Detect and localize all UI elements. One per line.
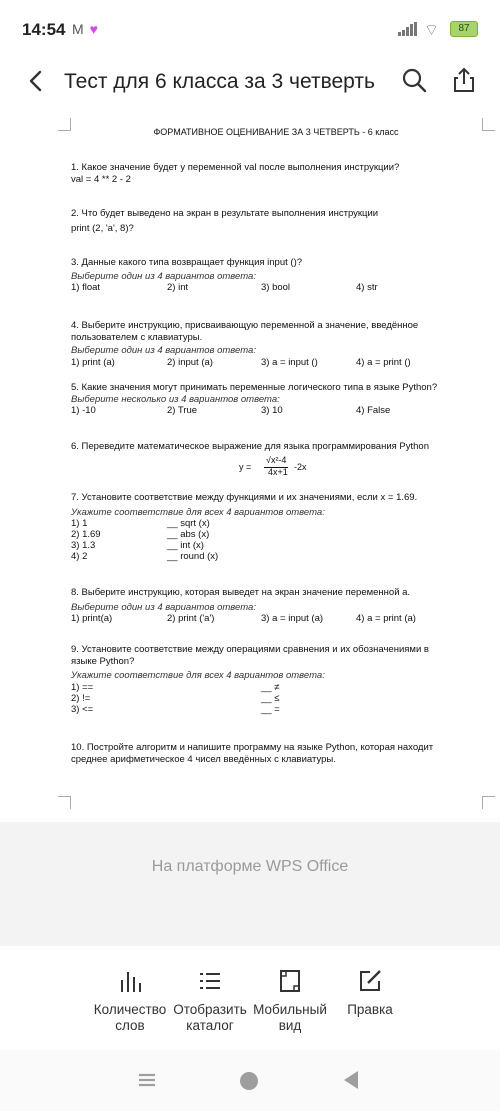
formula-y: y = [239, 462, 252, 472]
match-row [71, 551, 481, 562]
question-6 [71, 441, 481, 453]
answer-option: 1) print (a) [71, 356, 115, 368]
question-text: 7. Установите соответствие между функциями и их значениями, если x = 1.69. [71, 492, 418, 503]
question-4 [71, 320, 481, 368]
formula-tail: -2x [294, 462, 307, 472]
question-text: 5. Какие значения могут принимать переменные логического типа в языке Python? [71, 382, 438, 393]
mobile-view-icon [277, 968, 303, 994]
question-text: 4. Выберите инструкцию, присваивающую переменной a значение, введённое [71, 320, 419, 331]
question-instruction: Выберите один из 4 вариантов ответа: [71, 345, 256, 356]
answer-option: 3) bool [261, 282, 291, 293]
match-left: 1) == [71, 681, 94, 693]
match-row [71, 529, 481, 540]
heart-icon: ♥ [89, 21, 98, 37]
question-text: 2. Что будет выведено на экран в результате выполнения инструкции [71, 208, 379, 219]
match-left: 1) 1 [71, 518, 88, 529]
back-triangle-icon[interactable] [344, 1071, 358, 1089]
question-instruction: Выберите один из 4 вариантов ответа: [71, 270, 256, 282]
match-left: 2) 1.69 [71, 529, 101, 540]
signal-icon [398, 22, 418, 36]
question-code: print (2, 'a', 8)? [71, 222, 134, 234]
show-catalog-label: Отобразить каталог [173, 1002, 247, 1033]
question-3 [71, 257, 481, 294]
app-header [0, 56, 500, 108]
question-instruction: Выберите несколько из 4 вариантов ответа: [71, 393, 280, 405]
answer-option: 3) a = input () [261, 356, 318, 368]
question-text: языке Python? [71, 655, 135, 667]
match-right: __ ≤ [261, 692, 280, 704]
edit-label: Правка [347, 1002, 393, 1017]
question-9 [71, 644, 481, 715]
match-right: __ int (x) [167, 540, 204, 551]
edit-icon [357, 968, 383, 994]
search-icon[interactable] [400, 66, 428, 94]
chevron-left-icon[interactable] [24, 68, 50, 94]
answer-option: 2) int [167, 282, 189, 293]
answer-options [71, 282, 481, 294]
match-right: __ ≠ [261, 681, 280, 693]
match-left: 2) != [71, 692, 91, 704]
question-text: 1. Какое значение будет у переменной val после выполнения инструкции? [71, 162, 400, 173]
answer-option: 3) a = input (a) [261, 613, 324, 624]
match-left: 3) 1.3 [71, 540, 96, 551]
match-right: __ round (x) [167, 551, 219, 562]
question-text: среднее арифметическое 4 чисел введённых с клавиатуры. [71, 753, 336, 765]
match-row [71, 518, 481, 529]
page-corner-mark [58, 796, 71, 809]
system-nav-bar [0, 1050, 500, 1111]
match-left: 4) 2 [71, 551, 88, 562]
match-row [71, 693, 481, 704]
question-instruction: Укажите соответствие для всех 4 вариантов ответа: [71, 670, 325, 681]
answer-option: 2) print ('a') [167, 613, 215, 624]
question-text: 10. Постройте алгоритм и напишите программу на языке Python, которая находит [71, 742, 434, 753]
answer-option: 2) True [167, 405, 198, 416]
mobile-view-button[interactable] [246, 968, 334, 1034]
answer-option: 4) a = print () [356, 356, 411, 368]
mail-icon: M [72, 21, 84, 37]
platform-text: На платформе WPS Office [151, 858, 349, 875]
bottom-toolbar [0, 960, 500, 1050]
document-title: Тест для 6 класса за 3 четверть [64, 70, 375, 93]
answer-option: 4) False [356, 405, 391, 416]
question-8 [71, 587, 481, 625]
platform-banner [0, 822, 500, 946]
match-left: 3) <= [71, 703, 94, 715]
match-right: __ abs (x) [167, 529, 210, 540]
home-icon[interactable] [240, 1072, 258, 1090]
match-right: __ = [261, 703, 280, 715]
match-row [71, 682, 481, 693]
formula-numerator: √x²-4 [264, 455, 288, 468]
question-10 [71, 742, 481, 765]
answer-option: 1) -10 [71, 405, 96, 416]
question-text: 9. Установите соответствие между операциями сравнения и их обозначениями в [71, 644, 429, 655]
document-heading: ФОРМАТИВНОЕ ОЦЕНИВАНИЕ ЗА 3 ЧЕТВЕРТЬ - 6 класс [153, 127, 399, 137]
status-time: 14:54 [22, 20, 66, 39]
match-row [71, 704, 481, 715]
page-corner-mark [58, 118, 71, 131]
bar-chart-icon [117, 968, 143, 994]
question-text: 6. Переведите математическое выражение для языка программирования Python [71, 441, 429, 452]
word-count-button[interactable] [86, 968, 174, 1034]
status-bar [0, 0, 500, 56]
match-row [71, 540, 481, 551]
question-5 [71, 382, 481, 417]
question-1 [71, 162, 481, 185]
answer-option: 3) 10 [261, 405, 283, 416]
question-instruction: Выберите один из 4 вариантов ответа: [71, 601, 256, 613]
question-instruction: Укажите соответствие для всех 4 вариантов ответа: [71, 506, 325, 518]
answer-option: 4) str [356, 282, 378, 293]
recent-apps-icon[interactable] [138, 1072, 156, 1088]
question-text: пользователем с клавиатуры. [71, 331, 203, 343]
question-text: 3. Данные какого типа возвращает функция input ()? [71, 257, 303, 268]
answer-options [71, 613, 481, 625]
answer-option: 1) print(a) [71, 613, 113, 624]
answer-options [71, 405, 481, 417]
word-count-label: Количество слов [93, 1002, 167, 1033]
battery-icon: 87 [450, 21, 478, 37]
answer-option: 1) float [71, 282, 101, 293]
mobile-view-label: Мобильный вид [253, 1002, 327, 1033]
formula-denominator: 4x+1 [268, 467, 288, 477]
wifi-icon: ⌔ [424, 22, 440, 39]
edit-button[interactable] [326, 968, 414, 1018]
page-corner-mark [482, 118, 495, 131]
document-page[interactable] [0, 112, 500, 820]
answer-option: 4) a = print (a) [356, 613, 416, 624]
show-catalog-button[interactable] [166, 968, 254, 1034]
question-7 [71, 492, 481, 562]
share-icon[interactable] [450, 66, 478, 94]
answer-option: 2) input (a) [167, 356, 213, 368]
question-code: val = 4 ** 2 - 2 [71, 173, 131, 185]
page-corner-mark [482, 796, 495, 809]
question-2 [71, 208, 481, 234]
question-text: 8. Выберите инструкцию, которая выведет на экран значение переменной a. [71, 587, 411, 598]
answer-options [71, 357, 481, 369]
list-icon [197, 968, 223, 994]
match-right: __ sqrt (x) [167, 518, 210, 529]
notification-icons [72, 21, 98, 37]
